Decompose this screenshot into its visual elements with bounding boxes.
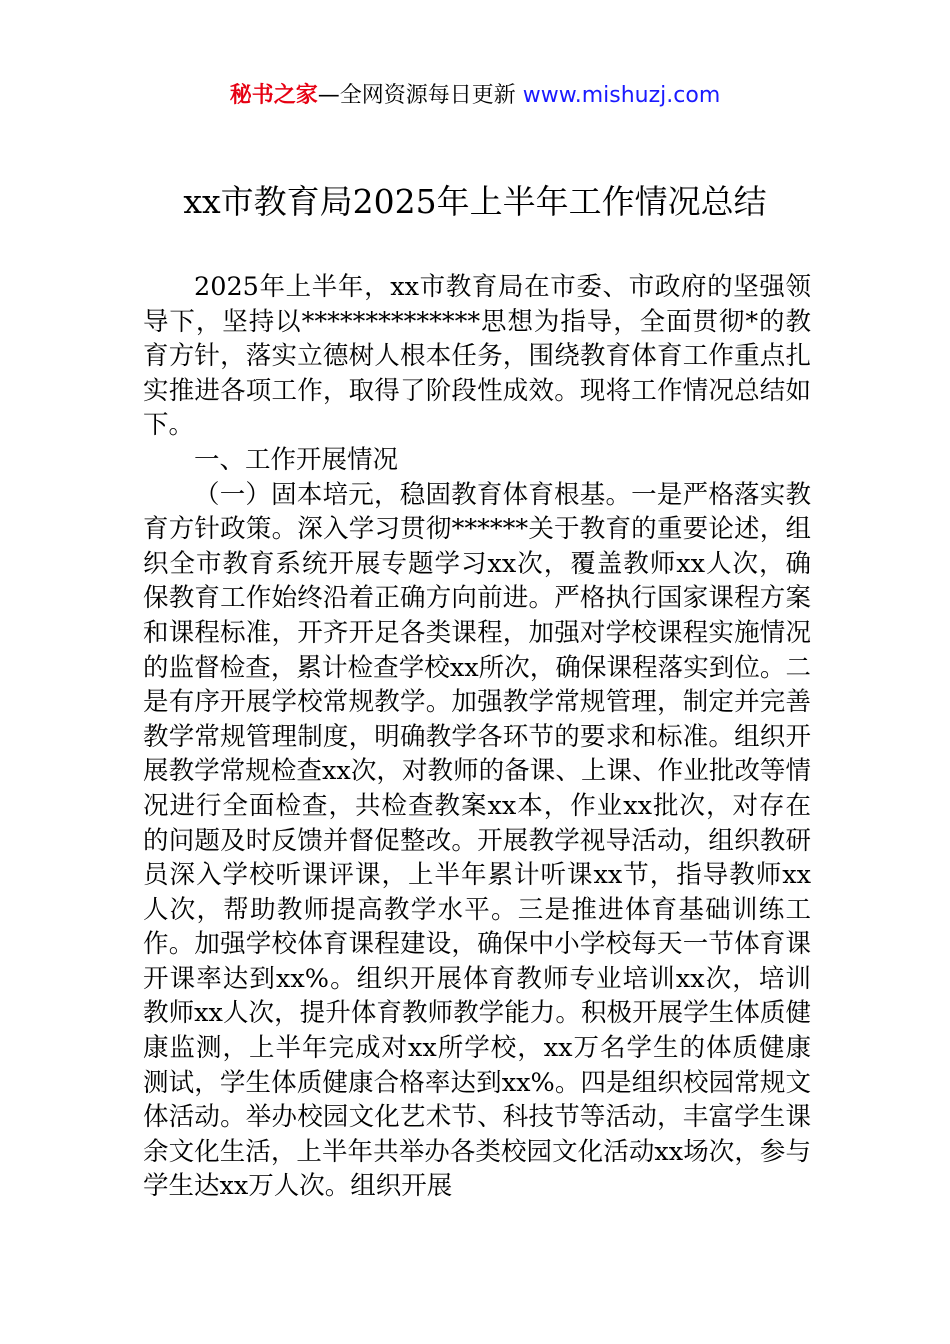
body-paragraph: （一）固本培元，稳固教育体育根基。一是严格落实教育方针政策。深入学习贯彻******关于教育的重要论述，组织全市教育系统开展专题学习xx次，覆盖教师xx人次，确保教育工作始终沿着正确方向前进。严格执行国家课程方案和课程标准，开齐开足各类课程，加强对学校课程实施情况的监督检查，累计检查学校xx所次，确保课程落实到位。二是有序开展学校常规教学。加强教学常规管理，制定并完善教学常规管理制度，明确教学各环节的要求和标准。组织开展教学常规检查xx次，对教师的备课、上课、作业批改等情况进行全面检查，共检查教案xx本，作业xx批次，对存在的问题及时反馈并督促整改。开展教学视导活动，组织教研员深入学校听课评课，上半年累计听课xx节，指导教师xx人次，帮助教师提高教学水平。三是推进体育基础训练工作。加强学校体育课程建设，确保中小学校每天一节体育课开课率达到xx%。组织开展体育教师专业培训xx次，培训教师xx人次，提升体育教师教学能力。积极开展学生体质健康监测，上半年完成对xx所学校，xx万名学生的体质健康测试，学生体质健康合格率达到xx%。四是组织校园常规文体活动。举办校园文化艺术节、科技节等活动，丰富学生课余文化生活，上半年共举办各类校园文化活动xx场次，参与学生达xx万人次。组织开展	[143, 479, 811, 1202]
site-banner	[0, 80, 950, 112]
intro-paragraph: 2025年上半年，xx市教育局在市委、市政府的坚强领导下，坚持以**************思想为指导，全面贯彻*的教育方针，落实立德树人根本任务，围绕教育体育工作重点扎实推进各项工作，取得了阶段性成效。现将工作情况总结如下。	[143, 272, 811, 441]
brand-name: 秘书之家	[229, 83, 318, 108]
site-url-link[interactable]: www.mishuzj.com	[522, 83, 721, 108]
banner-tagline: —全网资源每日更新	[317, 83, 523, 108]
document-title: xx市教育局2025年上半年工作情况总结	[183, 182, 767, 221]
section-heading: 一、工作开展情况	[194, 444, 399, 475]
document-body	[143, 270, 811, 1204]
